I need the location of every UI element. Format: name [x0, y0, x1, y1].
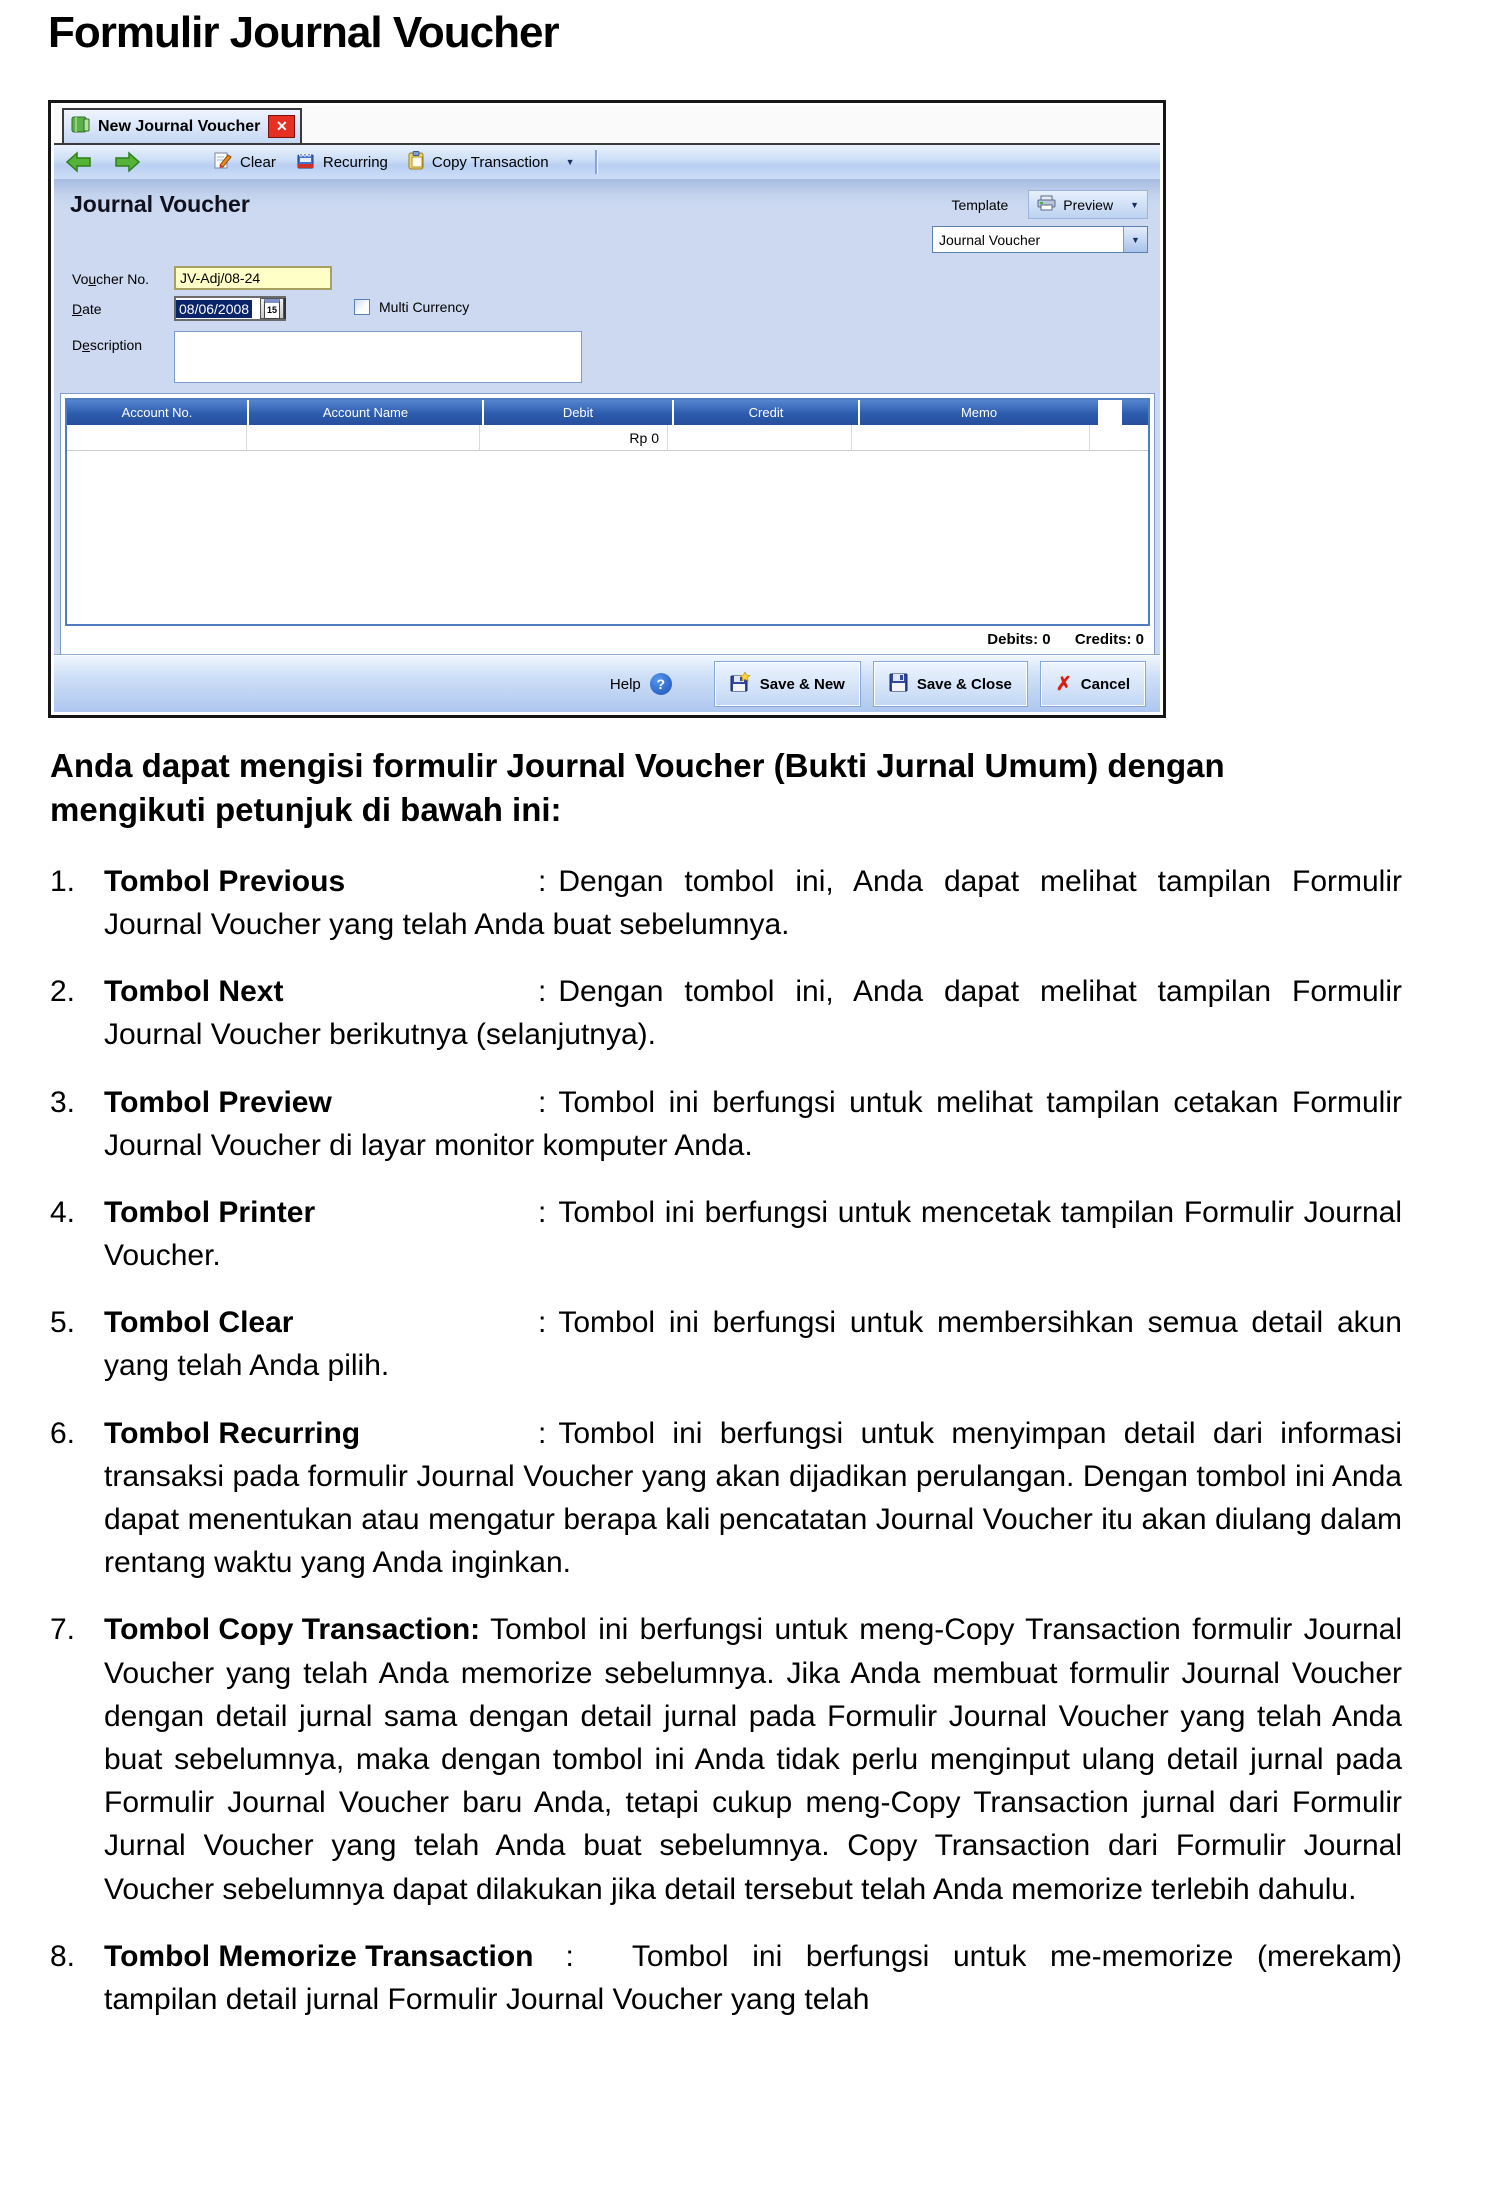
arrow-right-icon — [112, 150, 142, 174]
term-printer: Tombol Printer — [104, 1195, 316, 1229]
column-header-debit: Debit — [484, 400, 672, 425]
recurring-label: Recurring — [322, 153, 388, 171]
list-item: 5. Tombol Clear : Tombol ini berfungsi untuk membersihkan semua detail akun yang telah Anda pilih. — [50, 1301, 1402, 1387]
preview-button[interactable] — [1028, 190, 1148, 219]
list-item: 3. Tombol Preview : Tombol ini berfungsi untuk melihat tampilan cetakan Formulir Journal Voucher di layar monitor komputer Anda. — [50, 1081, 1402, 1167]
list-item: 2. Tombol Next : Dengan tombol ini, Anda dapat melihat tampilan Formulir Journal Voucher berikutnya (selanjutnya). — [50, 970, 1402, 1056]
save-new-label: Save & New — [759, 675, 845, 693]
intro-paragraph: Anda dapat mengisi formulir Journal Voucher (Bukti Jurnal Umum) dengan mengikuti petunjuk di bawah ini: — [50, 747, 1225, 828]
copy-transaction-button[interactable] — [398, 145, 585, 179]
cancel-button[interactable] — [1040, 661, 1146, 707]
journal-voucher-form — [54, 179, 1160, 712]
term-recurring: Tombol Recurring — [104, 1416, 361, 1450]
tab-title: New Journal Voucher — [98, 117, 261, 135]
voucher-no-label: Voucher No. — [72, 271, 150, 287]
app-window — [48, 100, 1166, 718]
cell-credit[interactable] — [668, 425, 852, 450]
help-icon: ? — [650, 673, 672, 695]
save-close-label: Save & Close — [916, 675, 1012, 693]
page-title: Formulir Journal Voucher — [48, 8, 559, 57]
date-input[interactable] — [174, 296, 286, 321]
help-label: Help — [609, 675, 641, 693]
cancel-label: Cancel — [1080, 675, 1130, 693]
template-caret-icon[interactable]: ▼ — [1123, 227, 1147, 252]
journal-detail-grid — [65, 398, 1150, 626]
clear-label: Clear — [240, 153, 276, 171]
date-label: Date — [72, 301, 102, 317]
list-item: 4. Tombol Printer : Tombol ini berfungsi untuk mencetak tampilan Formulir Journal Voucher. — [50, 1191, 1402, 1277]
cell-account-no[interactable] — [67, 425, 247, 450]
save-new-icon — [730, 672, 751, 696]
term-preview: Tombol Preview — [104, 1085, 332, 1119]
description-label: Description — [72, 337, 143, 353]
clear-button[interactable] — [204, 145, 286, 179]
grid-header-row — [67, 400, 1148, 425]
tab-bar — [54, 106, 1160, 143]
column-header-account-no: Account No. — [67, 400, 247, 425]
term-previous: Tombol Previous — [104, 864, 346, 898]
template-select-value: Journal Voucher — [939, 231, 1041, 248]
copy-transaction-icon — [408, 151, 425, 174]
copy-transaction-label: Copy Transaction — [431, 153, 549, 171]
cell-debit[interactable]: Rp 0 — [480, 425, 668, 450]
multi-currency-label: Multi Currency — [379, 299, 470, 315]
next-button[interactable] — [112, 150, 142, 174]
form-title: Journal Voucher — [70, 191, 250, 217]
footer-bar — [54, 655, 1160, 712]
detail-container — [60, 393, 1155, 659]
calendar-button[interactable] — [260, 298, 284, 319]
list-item: 6. Tombol Recurring : Tombol ini berfungsi untuk menyimpan detail dari informasi transaksi pada formulir Journal Voucher yang akan dijadikan perulangan. Dengan tombol ini Anda dapat menentukan atau mengatur berapa kali pencatatan Journal Voucher itu akan diulang dalam rentang waktu yang Anda inginkan. — [50, 1412, 1402, 1585]
date-value: 08/06/2008 — [176, 300, 252, 318]
list-item: 1. Tombol Previous : Dengan tombol ini, Anda dapat melihat tampilan Formulir Journal Voucher yang telah Anda buat sebelumnya. — [50, 860, 1402, 946]
save-close-icon — [889, 673, 908, 696]
term-memorize-transaction: Tombol Memorize Transaction — [104, 1939, 534, 1973]
description-input[interactable] — [174, 331, 582, 383]
totals-bar — [65, 631, 1150, 648]
recurring-button[interactable] — [286, 145, 398, 179]
instruction-list — [50, 860, 1402, 2021]
list-item: 7. Tombol Copy Transaction: Tombol ini berfungsi untuk meng-Copy Transaction formulir Journal Voucher yang telah Anda memorize sebelumnya. Jika Anda membuat formulir Journal Voucher dengan detail jurnal sama dengan detail jurnal pada Formulir Journal Voucher yang telah Anda buat sebelumnya, maka dengan tombol ini Anda tidak perlu menginput ulang detail jurnal pada Formulir Journal Voucher baru Anda, tetapi cukup meng-Copy Transaction jurnal dari Formulir Jurnal Voucher yang telah Anda buat sebelumnya. Copy Transaction dari Formulir Journal Voucher sebelumnya dapat dilakukan jika detail tersebut telah Anda memorize terlebih dahulu. — [50, 1608, 1402, 1910]
column-header-stub — [1122, 400, 1148, 425]
term-clear: Tombol Clear — [104, 1306, 294, 1340]
credits-total: Credits: 0 — [1074, 631, 1144, 648]
voucher-no-input[interactable] — [174, 266, 332, 290]
tab-new-journal-voucher[interactable] — [62, 108, 302, 143]
debits-total: Debits: 0 — [987, 631, 1051, 648]
column-header-account-name: Account Name — [249, 400, 482, 425]
cell-memo[interactable] — [852, 425, 1090, 450]
chevron-down-icon[interactable]: ▼ — [565, 157, 575, 167]
close-icon[interactable]: ✕ — [268, 115, 295, 138]
save-and-new-button[interactable] — [714, 661, 861, 707]
previous-button[interactable] — [64, 150, 94, 174]
arrow-left-icon — [64, 150, 94, 174]
multi-currency-checkbox[interactable] — [354, 299, 370, 315]
save-and-close-button[interactable] — [873, 661, 1028, 707]
cancel-icon: ✗ — [1055, 673, 1072, 695]
preview-label: Preview — [1063, 196, 1114, 213]
term-next: Tombol Next — [104, 975, 284, 1009]
help-button[interactable] — [610, 673, 672, 695]
cell-account-name[interactable] — [247, 425, 480, 450]
printer-icon — [1037, 195, 1056, 214]
calendar-icon: 15 — [264, 299, 280, 319]
column-header-memo: Memo — [860, 400, 1098, 425]
list-item: 8. Tombol Memorize Transaction : Tombol ini berfungsi untuk me-memorize (merekam) tampilan detail jurnal Formulir Journal Voucher yang telah — [50, 1935, 1402, 2021]
table-row[interactable] — [67, 425, 1148, 451]
recurring-icon — [296, 151, 316, 174]
clear-icon — [214, 151, 233, 174]
term-copy-transaction: Tombol Copy Transaction — [104, 1613, 471, 1647]
preview-caret-icon[interactable]: ▼ — [1130, 199, 1139, 210]
instructions-section — [50, 744, 1402, 2021]
template-select[interactable] — [932, 226, 1148, 253]
journal-book-icon — [71, 116, 90, 138]
toolbar-separator — [595, 150, 597, 174]
column-header-credit: Credit — [674, 400, 858, 425]
toolbar — [54, 143, 1160, 179]
template-label: Template — [951, 196, 1009, 213]
